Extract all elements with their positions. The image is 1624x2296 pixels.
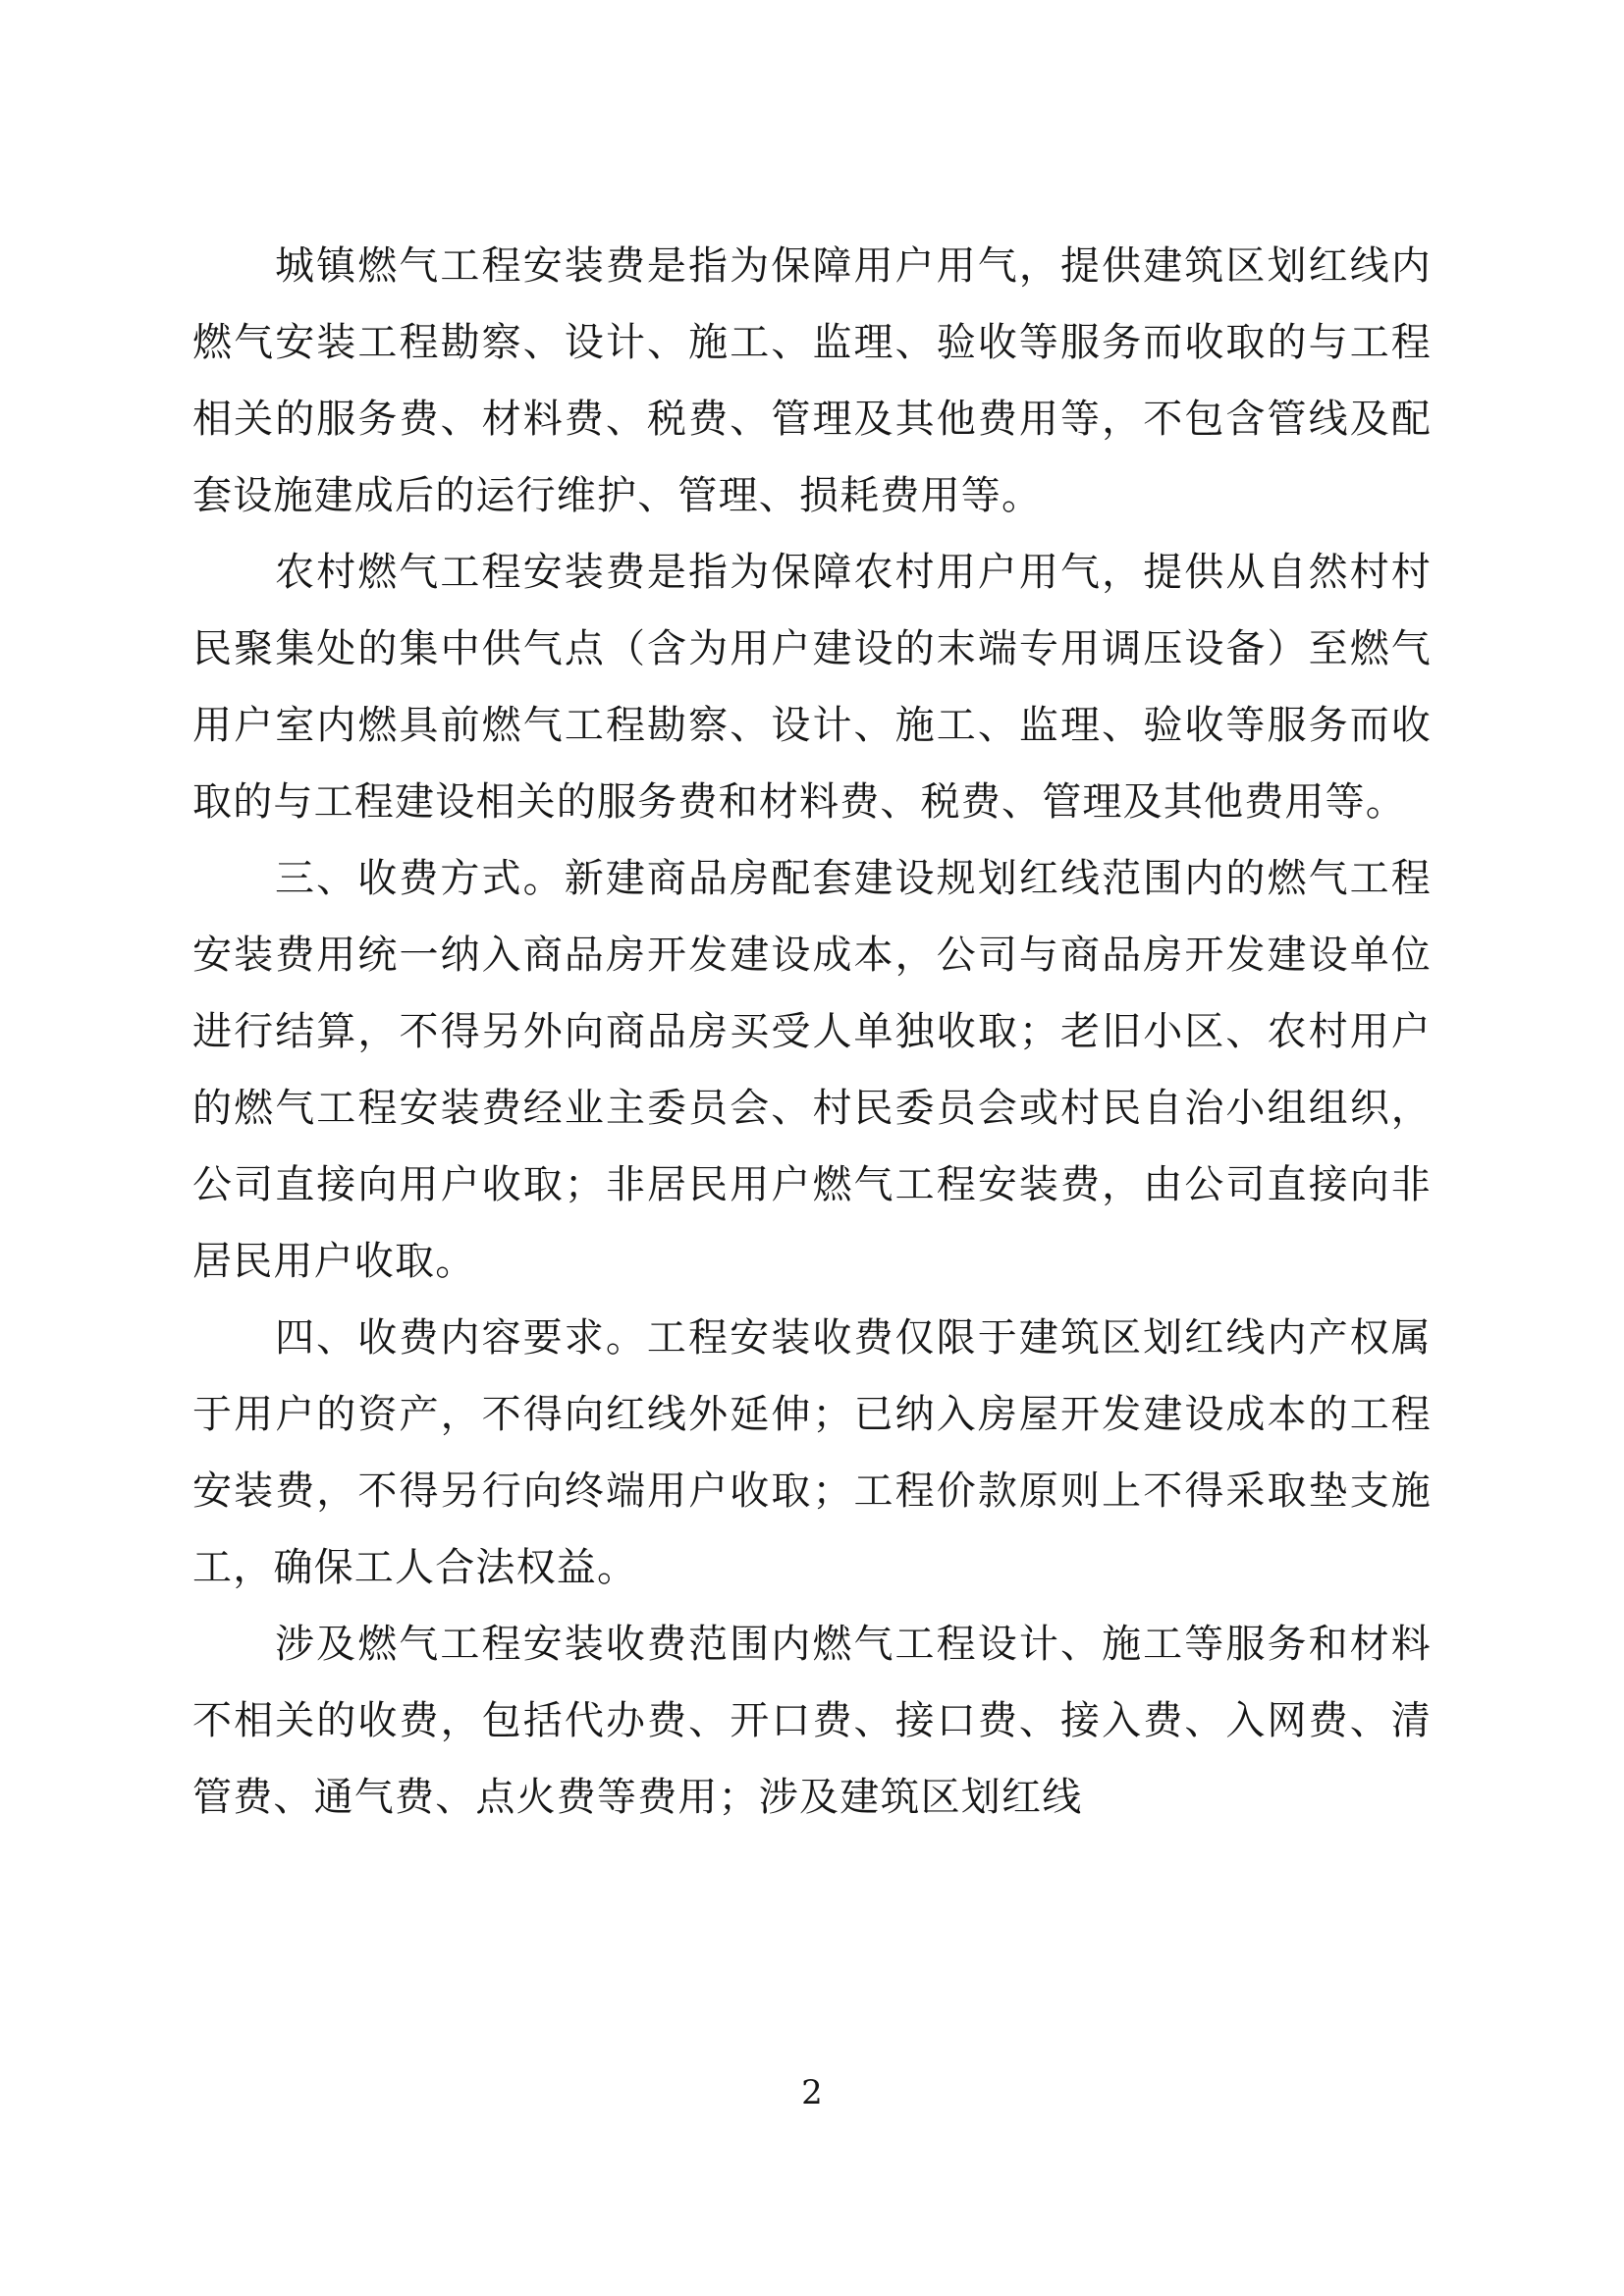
paragraph-4: 四、收费内容要求。工程安装收费仅限于建筑区划红线内产权属于用户的资产，不得向红线外延伸；已纳入房屋开发建设成本的工程安装费，不得另行向终端用户收取；工程价款原则上不得采取垫支施工，确保工人合法权益。 [192,1315,1432,1590]
page-number: 2 [801,2073,823,2112]
paragraph-3: 三、收费方式。新建商品房配套建设规划红线范围内的燃气工程安装费用统一纳入商品房开发建设成本，公司与商品房开发建设单位进行结算，不得另外向商品房买受人单独收取；老旧小区、农村用户的燃气工程安装费经业主委员会、村民委员会或村民自治小组组织，公司直接向用户收取；非居民用户燃气工程安装费，由公司直接向非居民用户收取。 [192,856,1432,1284]
document-body [192,228,1432,1836]
paragraph-1: 城镇燃气工程安装费是指为保障用户用气，提供建筑区划红线内燃气安装工程勘察、设计、施工、监理、验收等服务而收取的与工程相关的服务费、材料费、税费、管理及其他费用等，不包含管线及配套设施建成后的运行维护、管理、损耗费用等。 [192,243,1432,518]
paragraph-2: 农村燃气工程安装费是指为保障农村用户用气，提供从自然村村民聚集处的集中供气点（含为用户建设的末端专用调压设备）至燃气用户室内燃具前燃气工程勘察、设计、施工、监理、验收等服务而收取的与工程建设相关的服务费和材料费、税费、管理及其他费用等。 [192,550,1432,825]
paragraph-5: 涉及燃气工程安装收费范围内燃气工程设计、施工等服务和材料不相关的收费，包括代办费、开口费、接口费、接入费、入网费、清管费、通气费、点火费等费用；涉及建筑区划红线 [192,1622,1432,1820]
